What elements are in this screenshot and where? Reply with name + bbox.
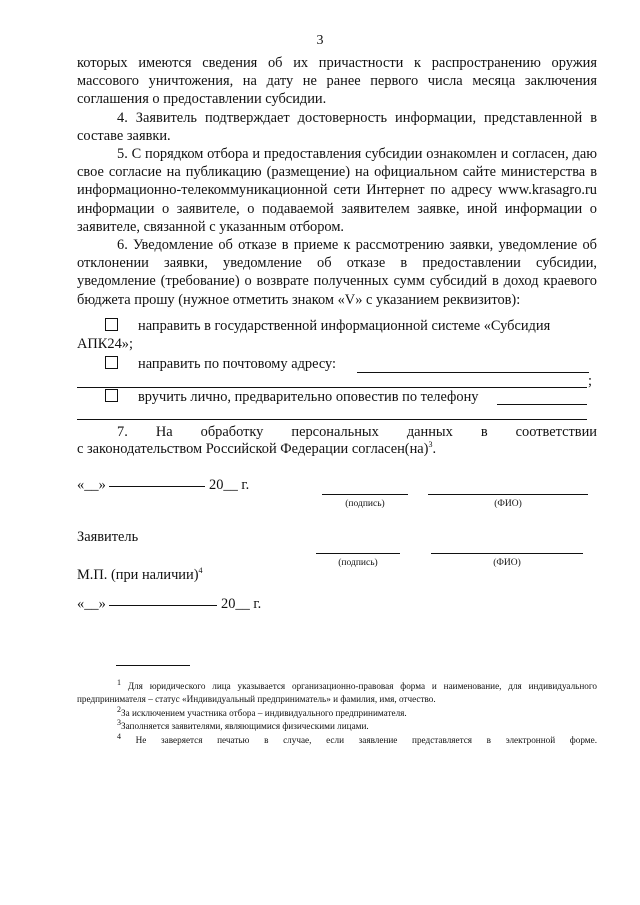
paragraph-7-text-2: с законодательством Российской Федерации согласен(на) bbox=[77, 441, 429, 457]
phone-line-2[interactable] bbox=[77, 419, 587, 420]
postal-address-line-2[interactable] bbox=[77, 387, 587, 388]
date-2-month-line[interactable] bbox=[109, 604, 217, 606]
paragraph-7-text: 7. На обработку персональных данных в соответствии bbox=[117, 424, 597, 440]
date-2 bbox=[77, 596, 261, 613]
option-gis-label: направить в государственной информационной системе «Субсидия bbox=[138, 318, 551, 334]
fio-2-line[interactable] bbox=[431, 553, 583, 554]
stamp-place-text: М.П. (при наличии) bbox=[77, 567, 199, 583]
fio-1-line[interactable] bbox=[428, 494, 588, 495]
option-gis bbox=[77, 318, 597, 335]
fio-1-label: (ФИО) bbox=[494, 499, 522, 509]
date-2-year[interactable]: 20__ г. bbox=[221, 596, 262, 612]
footnote-1-num: 1 bbox=[117, 677, 121, 687]
checkbox-personal[interactable] bbox=[105, 389, 118, 402]
signature-2-label: (подпись) bbox=[338, 558, 378, 568]
postal-address-line-1[interactable] bbox=[357, 372, 589, 373]
date-1-month-line[interactable] bbox=[109, 485, 205, 487]
fio-2-label: (ФИО) bbox=[493, 558, 521, 568]
paragraph-7-line-1 bbox=[77, 424, 597, 441]
document-body bbox=[77, 54, 597, 309]
stamp-place bbox=[77, 567, 203, 584]
footnote-3-num: 3 bbox=[117, 718, 121, 728]
paragraph-continuation: которых имеются сведения об их причастности к распространению оружия массового уничтожения, на дату не ранее первого числа месяца заключения соглашения о предоставлении субсидии. bbox=[77, 55, 597, 108]
footnote-separator bbox=[116, 665, 190, 666]
checkbox-post[interactable] bbox=[105, 356, 118, 369]
checkbox-gis[interactable] bbox=[105, 318, 118, 331]
option-personal bbox=[77, 389, 478, 406]
option-personal-label: вручить лично, предварительно оповестив по телефону bbox=[138, 389, 479, 405]
date-1-year[interactable]: 20__ г. bbox=[209, 477, 250, 493]
option-gis-cont: АПК24»; bbox=[77, 336, 133, 352]
footnote-ref-4: 4 bbox=[198, 566, 203, 576]
signature-2-line[interactable] bbox=[316, 553, 400, 554]
footnote-4 bbox=[77, 731, 597, 747]
paragraph-6: 6. Уведомление об отказе в приеме к рассмотрению заявки, уведомление об отклонении заявки, уведомление об отказе в предоставлении субсидии, уведомление (требование) о возврате полученных сумм субсидий в доход краевого бюджета прошу (нужное отметить знаком «V» с указанием реквизитов): bbox=[77, 237, 597, 308]
footnote-4-num: 4 bbox=[117, 731, 121, 741]
paragraph-5: 5. С порядком отбора и предоставления субсидии ознакомлен и согласен, даю свое согласие на публикацию (размещение) на официальном сайте министерства в информационно-телекоммуникационной сети Интернет по адресу www.krasagro.ru информации о заявителе, о подаваемой заявителем заявке, иной информации о заявителе, связанной с указанным отбором. bbox=[77, 146, 597, 235]
date-1 bbox=[77, 477, 249, 494]
paragraph-4: 4. Заявитель подтверждает достоверность информации, представленной в составе заявки. bbox=[77, 109, 597, 144]
date-2-day[interactable]: «__» bbox=[77, 596, 106, 612]
footnote-1 bbox=[77, 677, 597, 707]
footnote-2 bbox=[77, 704, 597, 720]
option-post-label: направить по почтовому адресу: bbox=[138, 356, 337, 372]
footnote-3 bbox=[77, 720, 597, 733]
footnotes bbox=[77, 677, 597, 747]
footnote-2-text: За исключением участника отбора – индивидуального предпринимателя. bbox=[121, 707, 407, 718]
signature-1-label: (подпись) bbox=[345, 499, 385, 509]
footnote-4-text: Не заверяется печатью в случае, если заявление представляется в электронной форме. bbox=[135, 734, 597, 745]
option-post-end: ; bbox=[588, 373, 592, 389]
phone-line-1[interactable] bbox=[497, 404, 587, 405]
footnote-1-text: Для юридического лица указывается организационно-правовая форма и наименование, для индивидуального предпринимателя – статус «Индивидуальный предприниматель» и фамилия, имя, отчество. bbox=[77, 681, 597, 705]
footnote-3-text: Заполняется заявителями, являющимися физическими лицами. bbox=[121, 721, 369, 732]
date-1-day[interactable]: «__» bbox=[77, 477, 106, 493]
option-post bbox=[77, 356, 336, 373]
applicant-label: Заявитель bbox=[77, 529, 139, 545]
paragraph-7-line-2: с законодательством Российской Федерации согласен(на)$^3$. bbox=[77, 440, 437, 457]
footnote-ref-3: 3 bbox=[428, 440, 433, 450]
signature-1-line[interactable] bbox=[322, 494, 408, 495]
page-number: 3 bbox=[316, 33, 324, 48]
footnote-2-num: 2 bbox=[117, 704, 121, 714]
